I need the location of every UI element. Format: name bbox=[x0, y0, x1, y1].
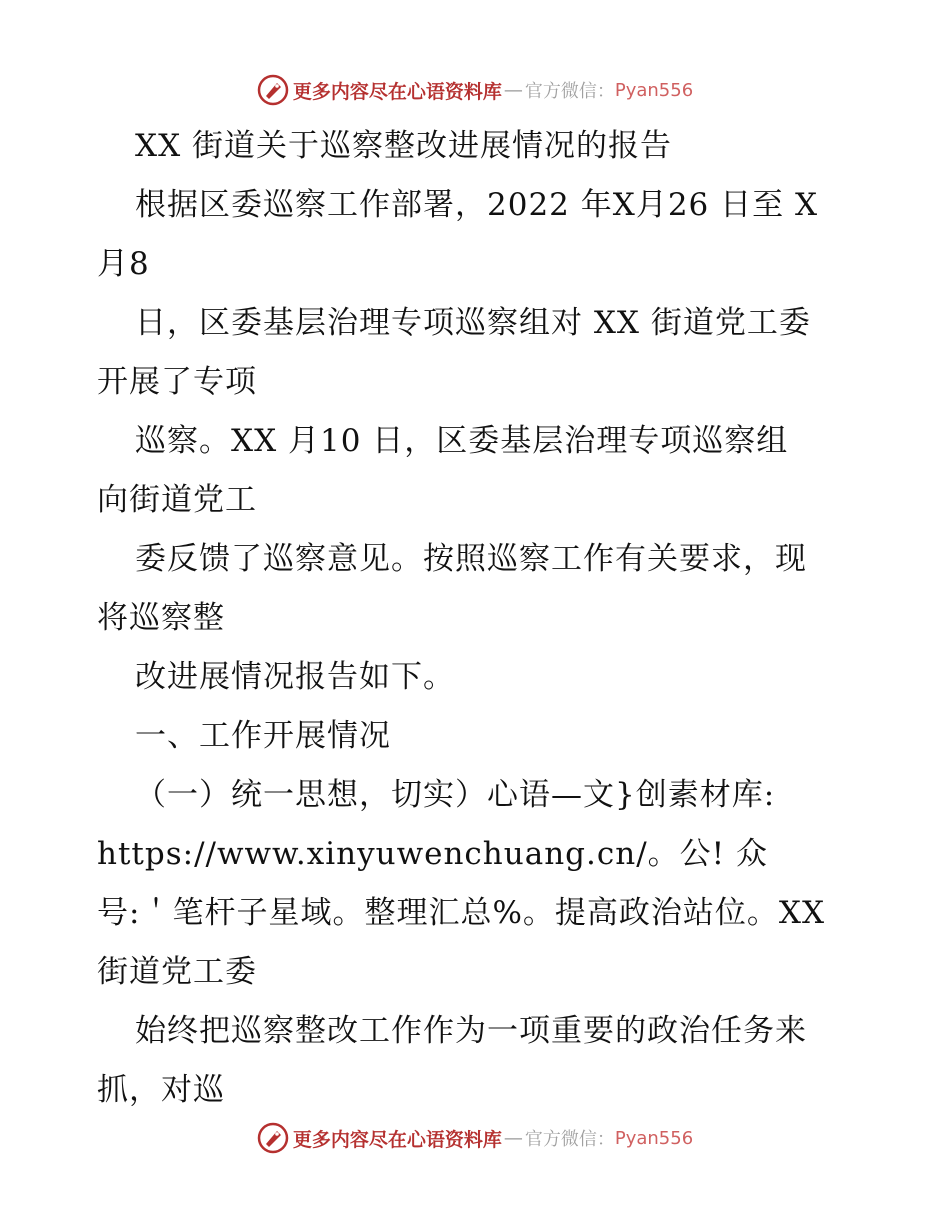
paragraph-line: 月8 bbox=[97, 246, 150, 282]
header-watermark bbox=[0, 74, 950, 106]
watermark-wechat-id: Pyan556 bbox=[614, 79, 694, 101]
watermark-separator: — bbox=[503, 79, 523, 101]
watermark-brand: 更多内容尽在心语资料库 bbox=[292, 1128, 502, 1151]
paragraph-line: 始终把巡察整改工作作为一项重要的政治任务来 bbox=[135, 1013, 807, 1049]
paragraph-line: 巡察。XX 月10 日，区委基层治理专项巡察组 bbox=[135, 423, 789, 459]
paragraph-line: 开展了专项 bbox=[97, 364, 257, 400]
paragraph-line: 向街道党工 bbox=[97, 482, 257, 518]
pen-nib-logo-icon bbox=[257, 74, 289, 106]
watermark-separator: — bbox=[503, 1127, 523, 1149]
paragraph-line: 号:＇笔杆子星域。整理汇总%。提高政治站位。XX bbox=[97, 895, 826, 931]
paragraph-line: 街道党工委 bbox=[97, 954, 257, 990]
document-title: XX 街道关于巡察整改进展情况的报告 bbox=[135, 128, 672, 164]
watermark-wechat-id: Pyan556 bbox=[614, 1127, 694, 1149]
paragraph-line: 将巡察整 bbox=[97, 600, 225, 636]
watermark-brand: 更多内容尽在心语资料库 bbox=[292, 80, 502, 103]
watermark-wechat-label: 官方微信： bbox=[524, 1129, 615, 1150]
watermark-wechat-label: 官方微信： bbox=[524, 81, 615, 102]
footer-watermark bbox=[0, 1122, 950, 1154]
subsection-heading: （一）统一思想，切实）心语—文}创素材库: bbox=[135, 777, 776, 813]
pen-nib-logo-icon bbox=[257, 1122, 289, 1154]
paragraph-line: 抓，对巡 bbox=[97, 1072, 225, 1108]
paragraph-line: 改进展情况报告如下。 bbox=[135, 659, 455, 695]
section-heading: 一、工作开展情况 bbox=[135, 718, 391, 754]
paragraph-line: 根据区委巡察工作部署，2022 年X月26 日至 X bbox=[135, 187, 819, 223]
paragraph-line: https://www.xinyuwenchuang.cn/。公! 众 bbox=[97, 836, 768, 872]
paragraph-line: 日，区委基层治理专项巡察组对 XX 街道党工委 bbox=[135, 305, 811, 341]
paragraph-line: 委反馈了巡察意见。按照巡察工作有关要求，现 bbox=[135, 541, 807, 577]
